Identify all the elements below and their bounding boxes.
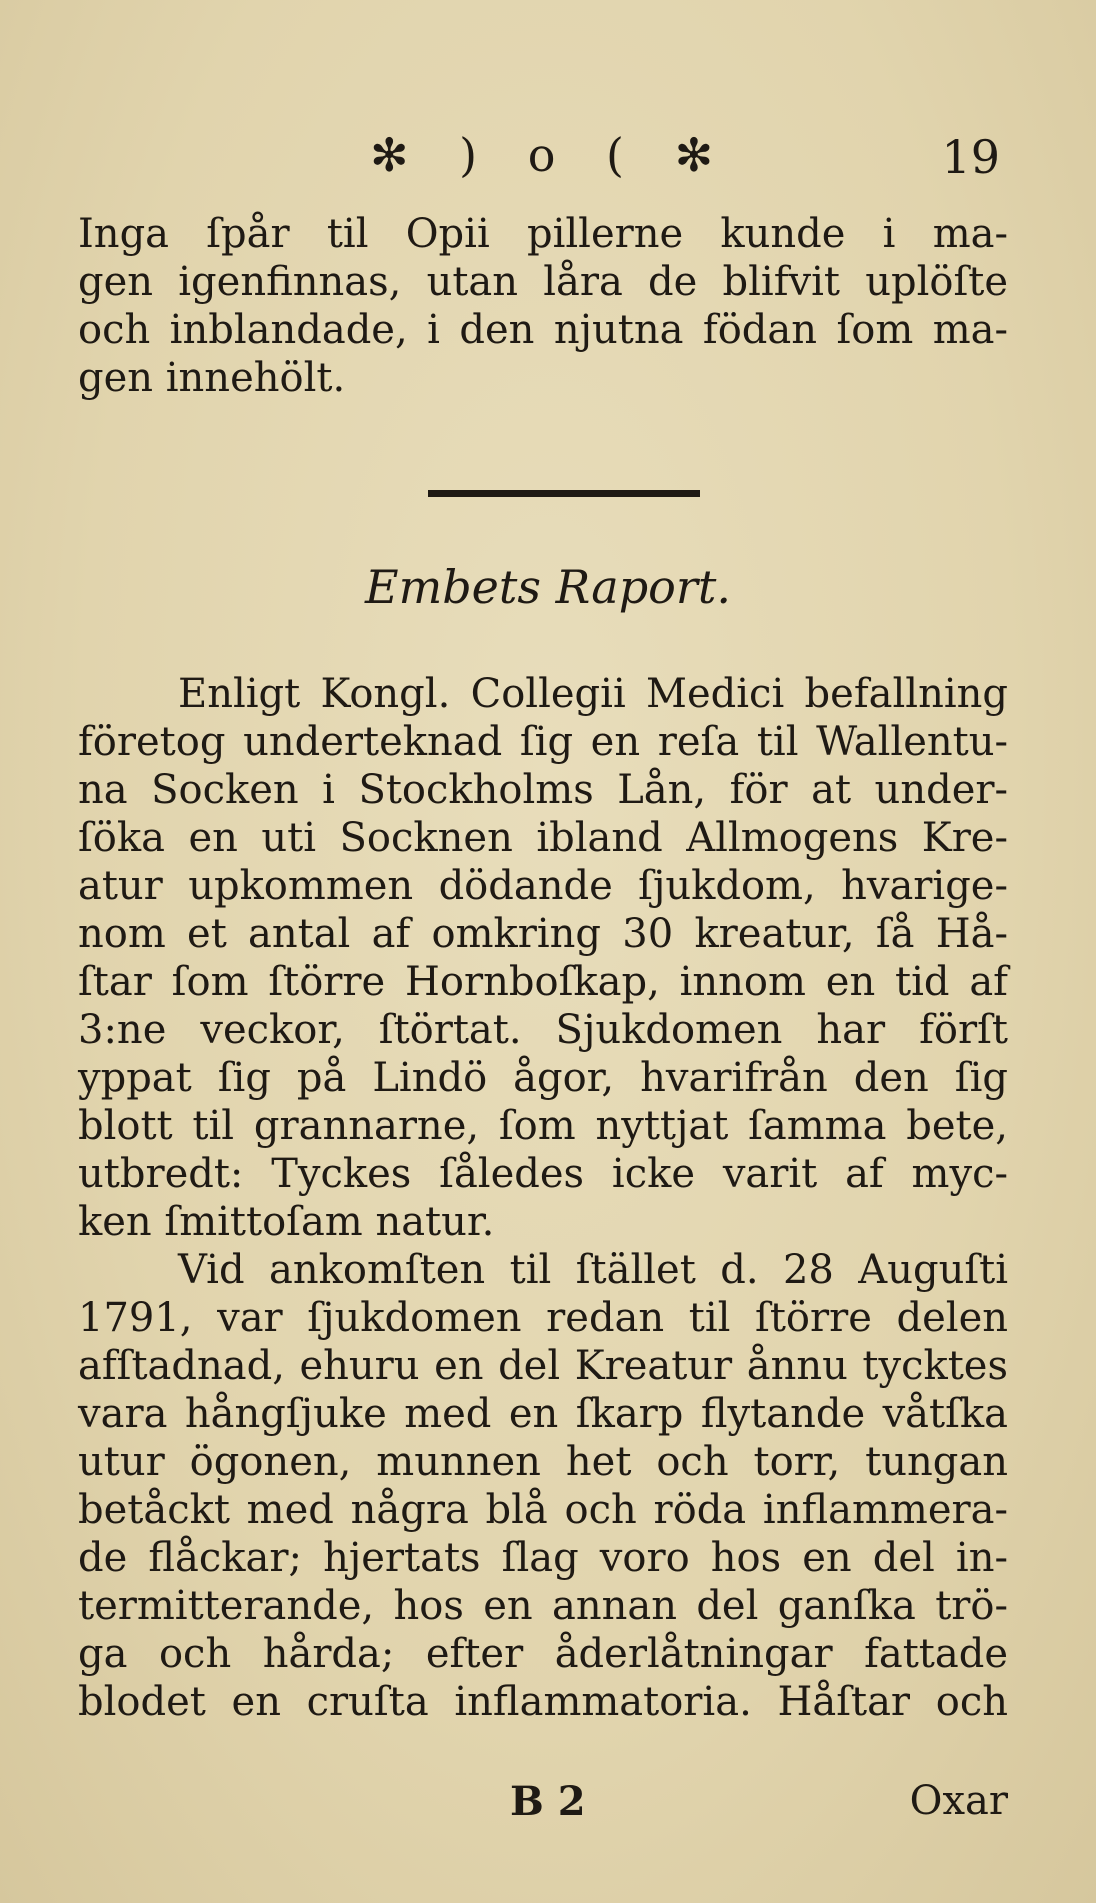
section-divider xyxy=(428,490,700,497)
text-line: och inblandade, i den njutna födan ſom ma- xyxy=(78,307,1008,353)
text-line: de flåckar; hjertats ſlag voro hos en del in- xyxy=(78,1535,1008,1581)
text-line: Enligt Kongl. Collegii Medici befallning xyxy=(178,671,1008,717)
text-line: atur upkommen dödande ſjukdom, hvarige- xyxy=(78,863,1008,909)
text-line: blott til grannarne, ſom nyttjat ſamma bete, xyxy=(78,1103,1008,1149)
section-title: Embets Raport. xyxy=(365,560,731,614)
text-line: blodet en cruſta inflammatoria. Håſtar och xyxy=(78,1679,1008,1725)
text-line: ga och hårda; efter åderlåtningar fattade xyxy=(78,1631,1008,1677)
text-line: gen igenfinnas, utan låra de blifvit uplöſte xyxy=(78,259,1008,305)
text-line: ſöka en uti Socknen ibland Allmogens Kre- xyxy=(78,815,1008,861)
text-line: yppat ſig på Lindö ågor, hvarifrån den ſig xyxy=(78,1055,1008,1101)
text-line: termitterande, hos en annan del ganſka trö- xyxy=(78,1583,1008,1629)
text-line: nom et antal af omkring 30 kreatur, ſå Hå- xyxy=(78,911,1008,957)
text-line: 1791, var ſjukdomen redan til ſtörre delen xyxy=(78,1295,1008,1341)
text-line: ſtar ſom ſtörre Hornboſkap, innom en tid af xyxy=(78,959,1008,1005)
header-ornament: ✻ ) o ( ✻ xyxy=(370,128,732,182)
text-line: utur ögonen, munnen het och torr, tungan xyxy=(78,1439,1008,1485)
text-line: utbredt: Tyckes ſåledes icke varit af myc- xyxy=(78,1151,1008,1197)
text-line: gen innehölt. xyxy=(78,355,346,401)
text-line: vara hångſjuke med en ſkarp flytande våtſka xyxy=(78,1391,1008,1437)
page-number: 19 xyxy=(941,130,1000,184)
text-line: ken ſmittoſam natur. xyxy=(78,1199,495,1245)
text-line: Vid ankomſten til ſtället d. 28 Auguſti xyxy=(178,1247,1008,1293)
text-line: betåckt med några blå och röda inflammera- xyxy=(78,1487,1008,1533)
text-line: företog underteknad ſig en reſa til Wallentu- xyxy=(78,719,1008,765)
text-line: afſtadnad, ehuru en del Kreatur ånnu tycktes xyxy=(78,1343,1008,1389)
text-line: 3:ne veckor, ſtörtat. Sjukdomen har förſt xyxy=(78,1007,1008,1053)
paragraph-embets-raport xyxy=(78,670,1008,1726)
text-line: Inga ſpår til Opii pillerne kunde i ma- xyxy=(78,211,1008,257)
text-line: na Socken i Stockholms Lån, för at under- xyxy=(78,767,1008,813)
catchword: Oxar xyxy=(909,1778,1008,1824)
paragraph-top xyxy=(78,210,1008,402)
signature-mark: B 2 xyxy=(510,1778,586,1825)
